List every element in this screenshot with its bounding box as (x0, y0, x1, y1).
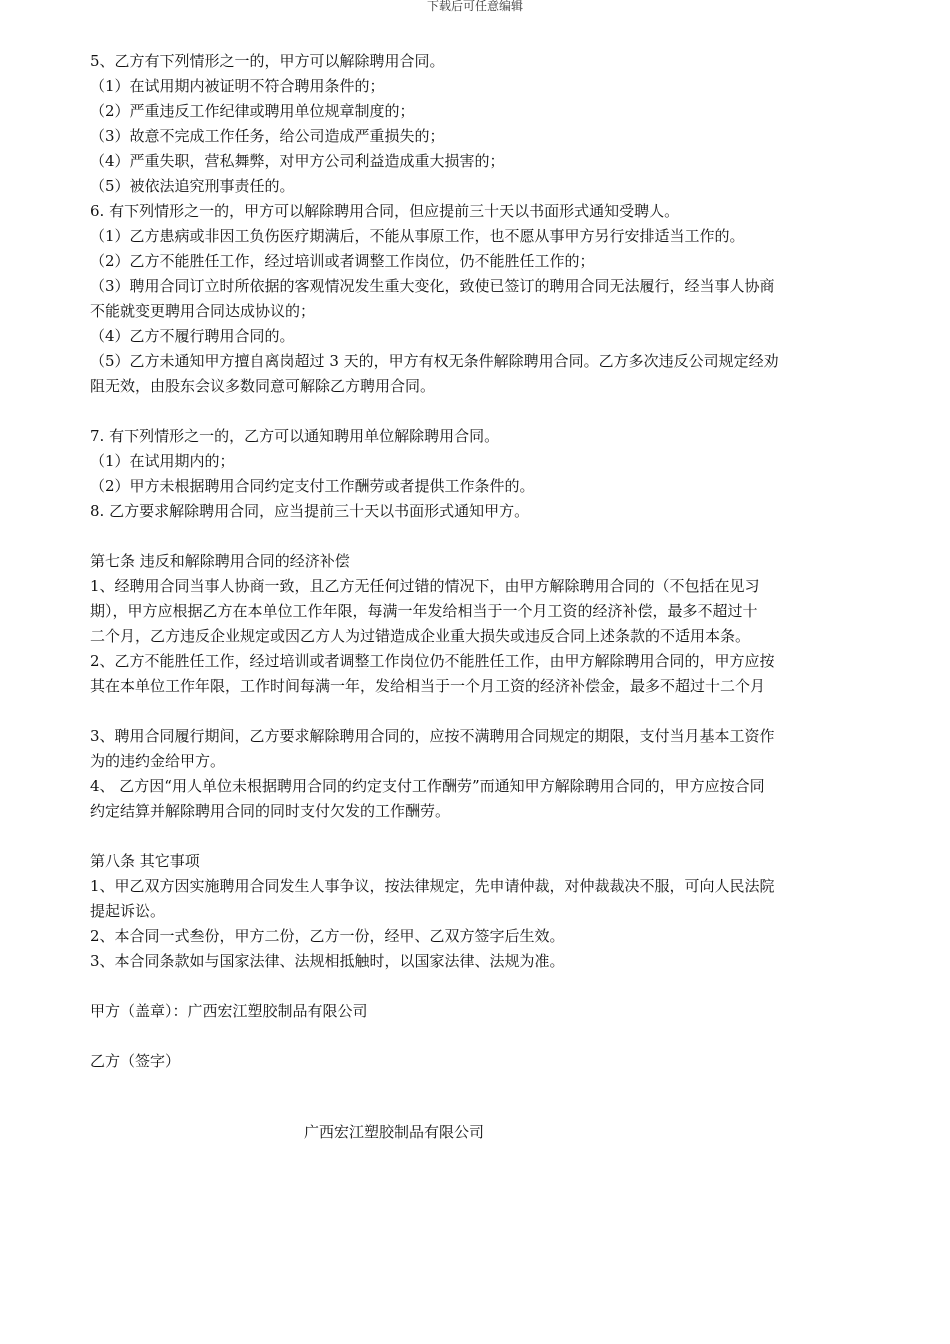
clause-5-title: 5、乙方有下列情形之一的，甲方可以解除聘用合同。 (90, 52, 445, 70)
party-b-signature: 乙方（签字） (90, 1052, 181, 1070)
article-7-clause-1-line-2: 期），甲方应根据乙方在本单位工作年限，每满一年发给相当于一个月工资的经济补偿，最多不超过十 (90, 602, 758, 620)
blank-line (90, 524, 860, 549)
clause-6-item-5-line-2: 阻无效，由股东会议多数同意可解除乙方聘用合同。 (90, 377, 436, 395)
clause-7-item-1: （1）在试用期内的； (90, 452, 235, 470)
clause-6-item-2: （2）乙方不能胜任工作，经过培训或者调整工作岗位，仍不能胜任工作的； (90, 252, 595, 270)
article-7-clause-3-line-2: 为的违约金给甲方。 (90, 752, 226, 770)
blank-line (90, 824, 860, 849)
clause-6-item-5-line-1: （5）乙方未通知甲方擅自离岗超过 3 天的，甲方有权无条件解除聘用合同。乙方多次违反公司规定经劝 (90, 352, 779, 370)
clause-5-item-3: （3）故意不完成工作任务，给公司造成严重损失的； (90, 127, 445, 145)
clause-8-title: 8. 乙方要求解除聘用合同，应当提前三十天以书面形式通知甲方。 (90, 502, 530, 520)
footer-company-name: 广西宏江塑胶制品有限公司 (304, 1123, 485, 1141)
clause-5-item-2: （2）严重违反工作纪律或聘用单位规章制度的； (90, 102, 415, 120)
clause-5-item-4: （4）严重失职，营私舞弊，对甲方公司利益造成重大损害的； (90, 152, 505, 170)
article-8-clause-1-line-2: 提起诉讼。 (90, 902, 166, 920)
article-8-clause-3: 3、本合同条款如与国家法律、法规相抵触时，以国家法律、法规为准。 (90, 952, 565, 970)
clause-6-title: 6. 有下列情形之一的，甲方可以解除聘用合同，但应提前三十天以书面形式通知受聘人。 (90, 202, 680, 220)
document-body (90, 49, 860, 1074)
clause-5-item-5: （5）被依法追究刑事责任的。 (90, 177, 295, 195)
clause-6-item-3-line-2: 不能就变更聘用合同达成协议的； (90, 302, 316, 320)
clause-6-item-4: （4）乙方不履行聘用合同的。 (90, 327, 295, 345)
article-7-clause-4-line-1: 4、 乙方因“用人单位未根据聘用合同的约定支付工作酬劳”而通知甲方解除聘用合同的，甲方应按合同 (90, 777, 765, 795)
article-7-clause-3-line-1: 3、聘用合同履行期间，乙方要求解除聘用合同的，应按不满聘用合同规定的期限，支付当月基本工资作 (90, 727, 775, 745)
clause-6-item-3-line-1: （3）聘用合同订立时所依据的客观情况发生重大变化，致使已签订的聘用合同无法履行，经当事人协商 (90, 277, 775, 295)
article-7-clause-1-line-3: 二个月，乙方违反企业规定或因乙方人为过错造成企业重大损失或违反合同上述条款的不适用本条。 (90, 627, 751, 645)
article-8-clause-2: 2、本合同一式叁份，甲方二份，乙方一份，经甲、乙双方签字后生效。 (90, 927, 565, 945)
clause-6-item-1: （1）乙方患病或非因工负伤医疗期满后，不能从事原工作，也不愿从事甲方另行安排适当工作的。 (90, 227, 745, 245)
article-7-clause-4-line-2: 约定结算并解除聘用合同的同时支付欠发的工作酬劳。 (90, 802, 451, 820)
article-7-clause-2-line-1: 2、乙方不能胜任工作，经过培训或者调整工作岗位仍不能胜任工作，由甲方解除聘用合同的，甲方应按 (90, 652, 775, 670)
page-header-note: 下载后可任意编辑 (426, 0, 523, 13)
blank-line (90, 1024, 860, 1049)
party-a-signature: 甲方（盖章）：广西宏江塑胶制品有限公司 (90, 1002, 368, 1020)
clause-5-item-1: （1）在试用期内被证明不符合聘用条件的； (90, 77, 385, 95)
clause-7-title: 7. 有下列情形之一的，乙方可以通知聘用单位解除聘用合同。 (90, 427, 500, 445)
article-7-clause-2-line-2: 其在本单位工作年限，工作时间每满一年，发给相当于一个月工资的经济补偿金，最多不超过十二个月 (90, 677, 766, 695)
clause-7-item-2: （2）甲方未根据聘用合同约定支付工作酬劳或者提供工作条件的。 (90, 477, 535, 495)
article-7-heading: 第七条 违反和解除聘用合同的经济补偿 (90, 552, 350, 570)
article-7-clause-1-line-1: 1、经聘用合同当事人协商一致，且乙方无任何过错的情况下，由甲方解除聘用合同的（不包括在见习 (90, 577, 760, 595)
article-8-clause-1-line-1: 1、甲乙双方因实施聘用合同发生人事争议，按法律规定，先申请仲裁，对仲裁裁决不服，可向人民法院 (90, 877, 775, 895)
blank-line (90, 974, 860, 999)
blank-line (90, 699, 860, 724)
blank-line (90, 399, 860, 424)
article-8-heading: 第八条 其它事项 (90, 852, 200, 870)
